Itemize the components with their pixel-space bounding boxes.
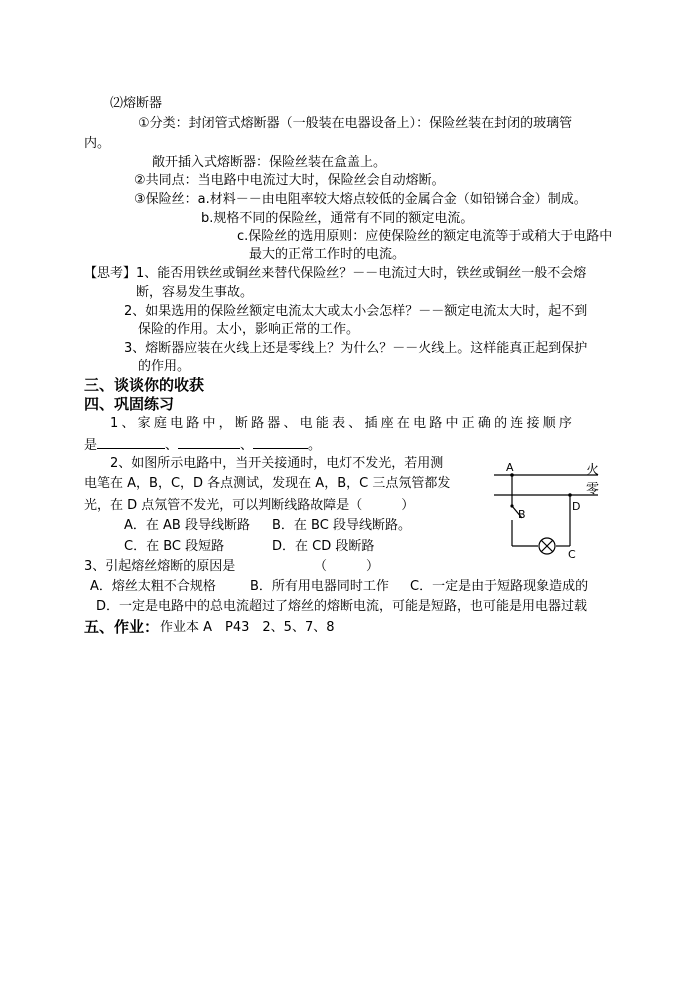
think-q1-cont: 断，容易发生事故。 xyxy=(136,285,254,300)
label-d: D xyxy=(572,500,581,513)
exercise-1: 1、家庭电路中，断路器、电能表、插座在电路中正确的连接顺序 xyxy=(110,416,576,431)
think-q1: 【思考】1、能否用铁丝或铜丝来替代保险丝？－－电流过大时，铁丝或铜丝一般不会熔 xyxy=(84,266,587,281)
exercise-3-option-d: D．一定是电路中的总电流超过了熔丝的熔断电流，可能是短路，也可能是用电器过载 xyxy=(96,599,588,614)
think-q2-cont: 保险的作用。太小，影响正常的工作。 xyxy=(138,322,360,337)
think-q3-cont: 的作用。 xyxy=(138,359,191,374)
exercise-1-prefix: 是 xyxy=(84,438,98,453)
exercise-3-option-a: A．熔丝太粗不合规格 xyxy=(90,579,216,594)
label-live: 火 xyxy=(586,463,600,478)
think-q3: 3、熔断器应装在火线上还是零线上？为什么？－－火线上。这样能真正起到保护 xyxy=(124,341,588,356)
answer-blank-1[interactable] xyxy=(97,435,165,449)
fuse-selection-cont: 最大的正常工作时的电流。 xyxy=(249,247,406,262)
exercise-2-option-c: C．在 BC 段短路 xyxy=(124,539,225,554)
fuse-title: ⑵熔断器 xyxy=(110,96,163,111)
exercise-1-end: 。 xyxy=(308,438,322,453)
fuse-classify: ①分类：封闭管式熔断器（一般装在电器设备上）：保险丝装在封闭的玻璃管 xyxy=(138,116,573,131)
section4-heading: 四、巩固练习 xyxy=(84,395,175,413)
label-a: A xyxy=(506,461,514,474)
answer-blank-2[interactable] xyxy=(178,435,240,449)
fuse-common: ②共同点：当电路中电流过大时，保险丝会自动熔断。 xyxy=(134,173,445,188)
homework-content: 作业本 A P43 2、5、7、8 xyxy=(160,620,335,635)
circuit-diagram xyxy=(494,458,614,564)
fuse-spec: b.规格不同的保险丝，通常有不同的额定电流。 xyxy=(201,211,474,226)
exercise-2-line3: 光，在 D 点氖管不发光，可以判断线路故障是（ ） xyxy=(84,498,415,513)
section5-heading: 五、作业： xyxy=(84,618,160,636)
exercise-3-paren: （ ） xyxy=(314,559,380,574)
label-b: B xyxy=(518,508,526,521)
label-c: C xyxy=(568,548,576,561)
fuse-classify-cont: 内。 xyxy=(84,136,111,151)
think-q2: 2、如果选用的保险丝额定电流太大或太小会怎样？－－额定电流太大时，起不到 xyxy=(124,304,588,319)
exercise-2-option-d: D．在 CD 段断路 xyxy=(272,539,375,554)
node-d xyxy=(568,493,572,497)
switch-contact xyxy=(510,504,513,507)
answer-blank-3[interactable] xyxy=(253,435,308,449)
fuse-open-type: 敞开插入式熔断器：保险丝装在盒盖上。 xyxy=(152,155,387,170)
exercise-1-blanks xyxy=(84,435,321,455)
fuse-selection: c.保险丝的选用原则：应使保险丝的额定电流等于或稍大于电路中 xyxy=(237,229,613,244)
blank-separator-1: 、 xyxy=(165,438,179,453)
exercise-2-line2: 电笔在 A，B，C，D 各点测试，发现在 A，B，C 三点氖管都发 xyxy=(84,476,451,491)
exercise-3-option-b: B．所有用电器同时工作 xyxy=(250,579,389,594)
exercise-2-option-b: B．在 BC 段导线断路。 xyxy=(272,518,411,533)
section3-heading: 三、谈谈你的收获 xyxy=(84,376,205,394)
exercise-2-option-a: A．在 AB 段导线断路 xyxy=(124,518,250,533)
blank-separator-2: 、 xyxy=(240,438,254,453)
exercise-3-option-c: C．一定是由于短路现象造成的 xyxy=(410,579,589,594)
fuse-material: ③保险丝：a.材料－－由电阻率较大熔点较低的金属合金（如铅锑合金）制成。 xyxy=(134,192,587,207)
exercise-3: 3、引起熔丝熔断的原因是 xyxy=(84,559,236,574)
exercise-2-line1: 2、如图所示电路中，当开关接通时，电灯不发光，若用测 xyxy=(110,456,444,471)
label-neutral: 零 xyxy=(586,482,600,497)
